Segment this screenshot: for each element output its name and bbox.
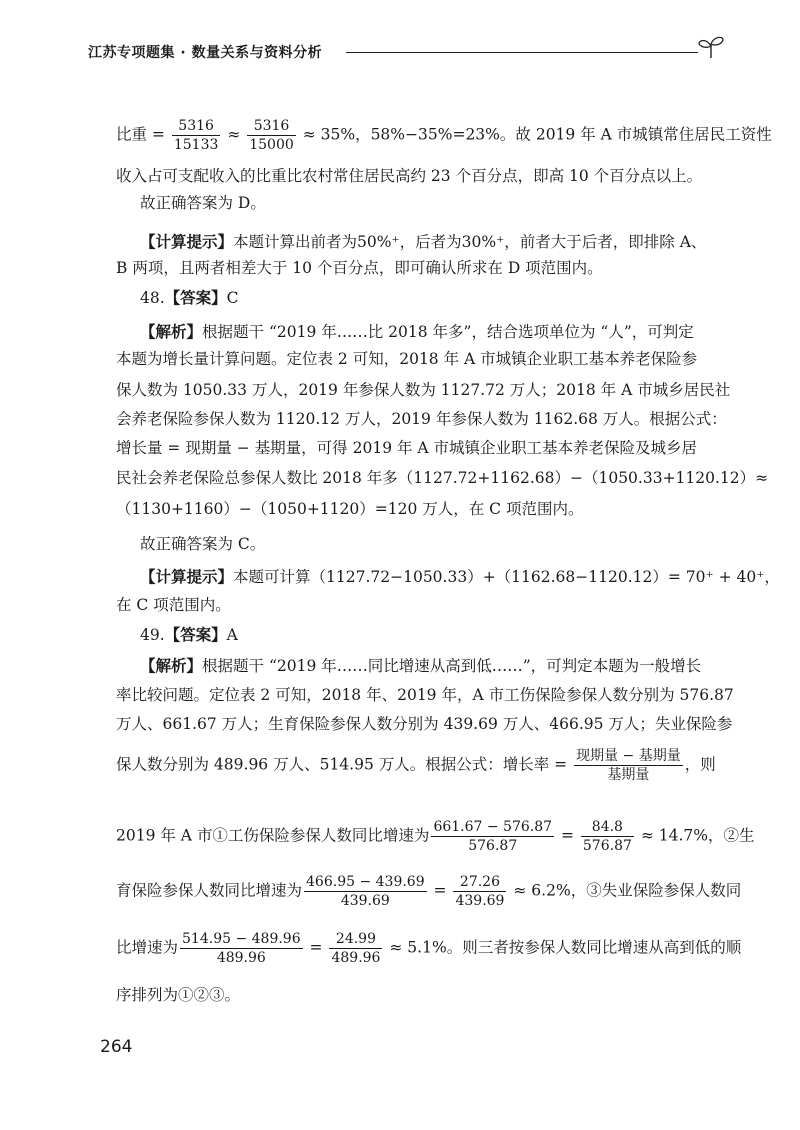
calc-tip: 【计算提示】本题计算出前者为50%⁺，后者为30%⁺，前者大于后者，即排除 A、 <box>140 232 707 251</box>
fraction: $\frac{27.26}{439.69}$ <box>455 874 505 909</box>
calc-tip: 【计算提示】本题可计算（1127.72−1050.33）+（1162.68−1120.12）= 70⁺ + 40⁺， <box>140 567 780 586</box>
formula-line: 2019 年 A 市①工伤保险参保人数同比增速为 $\frac{661.67 - 576.87}{576.87}$ = $\frac{84.8}{576.87}$ ≈ 14.7%，②生 <box>116 819 755 854</box>
text-line: 收入占可支配收入的比重比农村常住居民高约 23 个百分点，即高 10 个百分点以上。 <box>116 167 703 185</box>
sprout-icon <box>696 34 726 60</box>
text-line: 保人数为 1050.33 万人，2019 年参保人数为 1127.72 万人；2018 年 A 市城乡居民社 <box>116 381 731 399</box>
fraction: $\frac{514.95 - 489.96}{489.96}$ <box>182 931 301 966</box>
answer-48: 48.【答案】C <box>140 288 239 307</box>
formula-line: 育保险参保人数同比增速为 $\frac{466.95 - 439.69}{439.69}$ = $\frac{27.26}{439.69}$ ≈ 6.2%，③失业保险参保人数同 <box>116 874 742 909</box>
fraction: $\frac{24.99}{489.96}$ <box>331 931 381 966</box>
analysis-48: 【解析】根据题干 “2019 年……比 2018 年多”，结合选项单位为 “人”，可判定 <box>140 322 694 341</box>
formula-line: 比增速为 $\frac{514.95 - 489.96}{489.96}$ = $\frac{24.99}{489.96}$ ≈ 5.1%。则三者按参保人数同比增速从高到低的顺 <box>116 931 742 966</box>
text-line: 会养老保险参保人数为 1120.12 万人，2019 年参保人数为 1162.68 万人。根据公式： <box>116 410 727 428</box>
answer-line: 故正确答案为 C。 <box>140 535 266 553</box>
fraction: $\frac{5316}{15000}$ <box>249 118 294 153</box>
fraction: $\frac{5316}{15133}$ <box>173 118 219 153</box>
formula-line: 保人数分别为 489.96 万人、514.95 万人。根据公式：增长率 = $\frac{\text{现期量 − 基期量}}{\text{基期量}}$ ，则 <box>116 748 716 783</box>
text-line: （1130+1160）−（1050+1120）=120 万人，在 C 项范围内。 <box>116 500 584 518</box>
answer-49: 49.【答案】A <box>140 625 238 644</box>
text-line: 民社会养老保险总参保人数比 2018 年多（1127.72+1162.68）−（1050.33+1120.12）≈ <box>116 469 769 487</box>
ratio-label: 比重 = <box>116 125 170 144</box>
fraction: $\frac{84.8}{576.87}$ <box>582 819 632 854</box>
text-line: 本题为增长量计算问题。定位表 2 可知，2018 年 A 市城镇企业职工基本养老保险参 <box>116 350 698 368</box>
text-line: 在 C 项范围内。 <box>116 596 231 614</box>
page-number: 264 <box>100 1037 133 1057</box>
text-line: 率比较问题。定位表 2 可知，2018 年、2019 年，A 市工伤保险参保人数分别为 576.87 <box>116 686 734 704</box>
answer-line: 故正确答案为 D。 <box>140 194 266 212</box>
growth-rate-formula: $\frac{\text{现期量 − 基期量}}{\text{基期量}}$ <box>576 748 681 783</box>
analysis-49: 【解析】根据题干 “2019 年……同比增速从高到低……”，可判定本题为一般增长 <box>140 656 702 675</box>
text-line: 增长量 = 现期量 − 基期量，可得 2019 年 A 市城镇企业职工基本养老保险及城乡居 <box>116 439 698 457</box>
running-header <box>88 34 728 74</box>
fraction: $\frac{466.95 - 439.69}{439.69}$ <box>306 874 425 909</box>
para-ratio-line: 比重 = $\frac{5316}{15133}$ ≈ $\frac{5316}{15000}$ ≈ 35%，58%−35%=23%。故 2019 年 A 市城镇常住居民工资性 <box>116 118 772 153</box>
header-title: 江苏专项题集 · 数量关系与资料分析 <box>88 45 323 61</box>
text-line: 序排列为①②③。 <box>116 986 241 1004</box>
fraction: $\frac{661.67 - 576.87}{576.87}$ <box>433 819 553 854</box>
header-rule <box>346 52 698 53</box>
text-line: B 两项，且两者相差大于 10 个百分点，即可确认所求在 D 项范围内。 <box>116 259 603 277</box>
text-line: 万人、661.67 万人；生育保险参保人数分别为 439.69 万人、466.95 万人；失业保险参 <box>116 715 733 733</box>
